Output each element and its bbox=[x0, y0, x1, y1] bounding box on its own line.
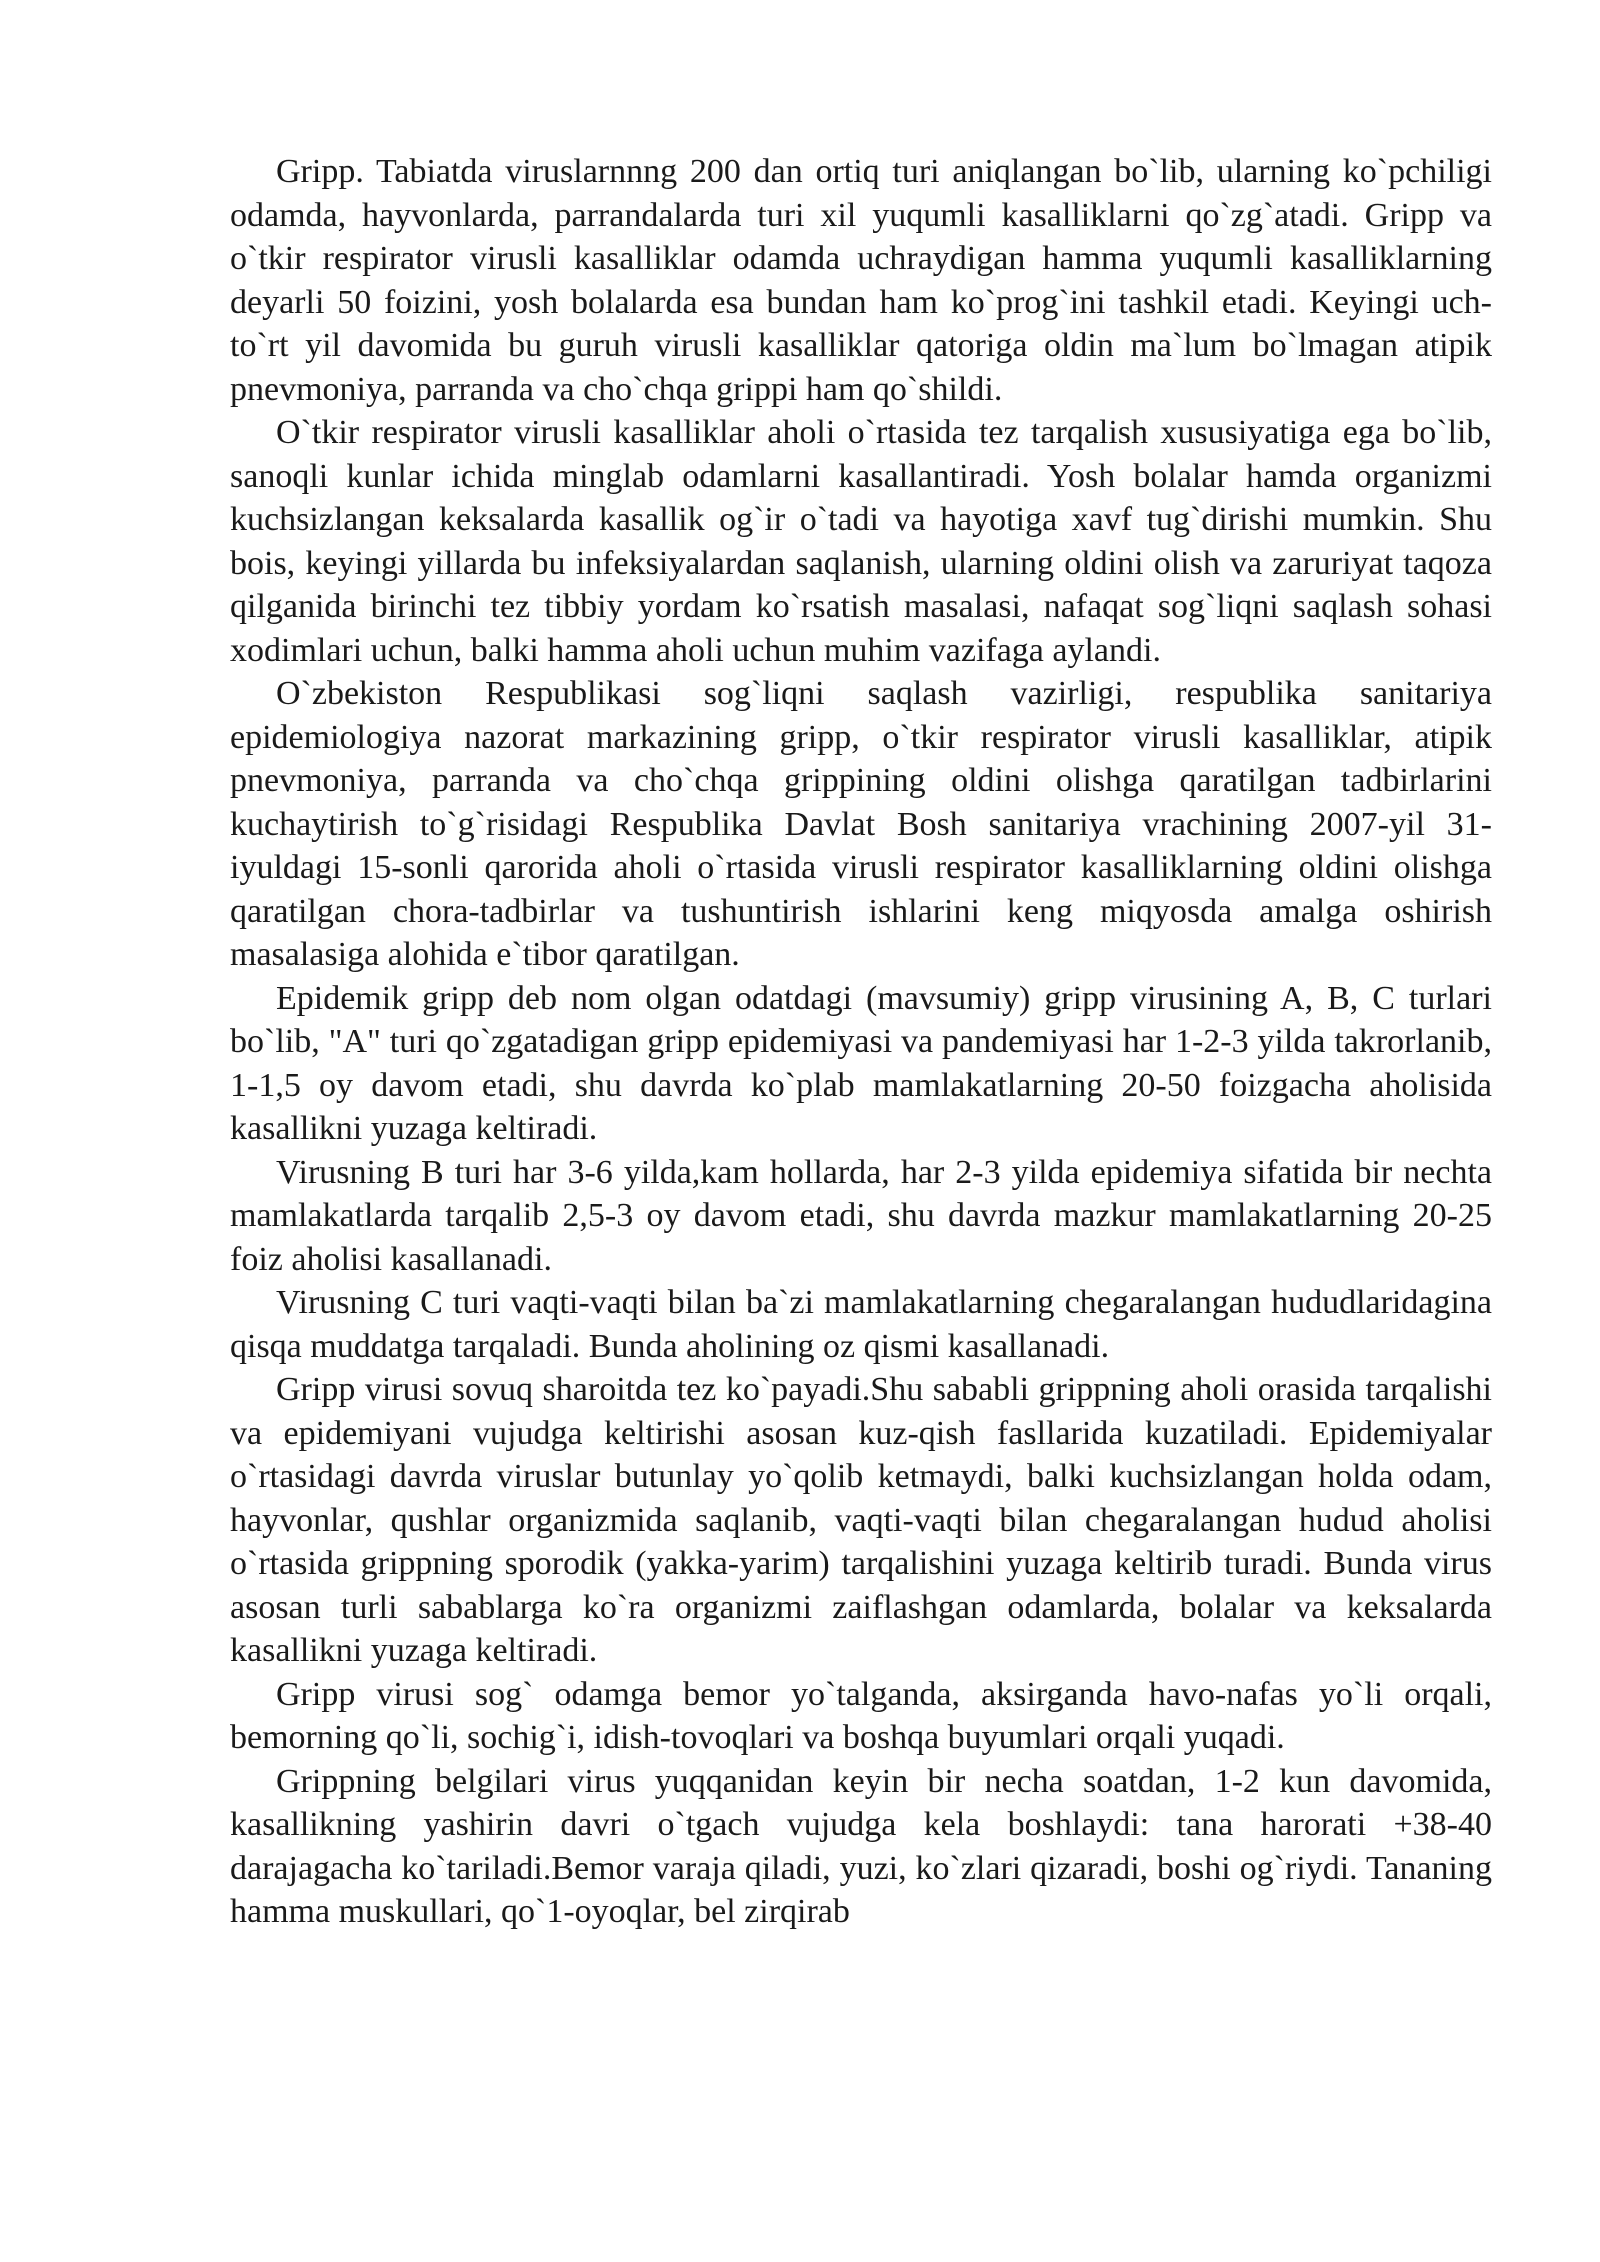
document-page bbox=[230, 150, 1492, 1934]
paragraph-2: O`tkir respirator virusli kasalliklar aholi o`rtasida tez tarqalish xususiyatiga ega bo`lib, sanoqli kunlar ichida minglab odamlarni kasallantiradi. Yosh bolalar hamda organizmi kuchsizlangan keksalarda kasallik og`ir o`tadi va hayotiga xavf tug`dirishi mumkin. Shu bois, keyingi yillarda bu infeksiyalardan saqlanish, ularning oldini olish va zaruriyat taqoza qilganida birinchi tez tibbiy yordam ko`rsatish masalasi, nafaqat sog`liqni saqlash sohasi xodimlari uchun, balki hamma aholi uchun muhim vazifaga aylandi. bbox=[230, 414, 1492, 669]
paragraph-6: Virusning C turi vaqti-vaqti bilan ba`zi mamlakatlarning chegaralangan hududlaridagina qisqa muddatga tarqaladi. Bunda aholining oz qismi kasallanadi. bbox=[230, 1284, 1492, 1365]
paragraph-4: Epidemik gripp deb nom olgan odatdagi (mavsumiy) gripp virusining A, B, C turlari bo`lib, "A" turi qo`zgatadigan gripp epidemiyasi va pandemiyasi har 1-2-3 yilda takrorlanib, 1-1,5 oy davom etadi, shu davrda ko`plab mamlakatlarning 20-50 foizgacha aholisida kasallikni yuzaga keltiradi. bbox=[230, 979, 1492, 1147]
paragraph-5: Virusning B turi har 3-6 yilda,kam hollarda, har 2-3 yilda epidemiya sifatida bir nechta mamlakatlarda tarqalib 2,5-3 oy davom etadi, shu davrda mazkur mamlakatlarning 20-25 foiz aholisi kasallanadi. bbox=[230, 1153, 1492, 1278]
paragraph-1: Gripp. Tabiatda viruslarnnng 200 dan ortiq turi aniqlangan bo`lib, ularning ko`pchiligi odamda, hayvonlarda, parrandalarda turi xil yuqumli kasalliklarni qo`zg`atadi. Gripp va o`tkir respirator virusli kasalliklar odamda uchraydigan hamma yuqumli kasalliklarning deyarli 50 foizini, yosh bolalarda esa bundan ham ko`prog`ini tashkil etadi. Keyingi uch-to`rt yil davomida bu guruh virusli kasalliklar qatoriga oldin ma`lum bo`lmagan atipik pnevmoniya, parranda va cho`chqa grippi ham qo`shildi. bbox=[230, 153, 1492, 408]
paragraph-7: Gripp virusi sovuq sharoitda tez ko`payadi.Shu sababli grippning aholi orasida tarqalishi va epidemiyani vujudga keltirishi asosan kuz-qish fasllarida kuzatiladi. Epidemiyalar o`rtasidagi davrda viruslar butunlay yo`qolib ketmaydi, balki kuchsizlangan holda odam, hayvonlar, qushlar organizmida saqlanib, vaqti-vaqti bilan chegaralangan hudud aholisi o`rtasida grippning sporodik (yakka-yarim) tarqalishini yuzaga keltirib turadi. Bunda virus asosan turli sabablarga ko`ra organizmi zaiflashgan odamlarda, bolalar va keksalarda kasallikni yuzaga keltiradi. bbox=[230, 1371, 1492, 1669]
paragraph-9: Grippning belgilari virus yuqqanidan keyin bir necha soatdan, 1-2 kun davomida, kasallikning yashirin davri o`tgach vujudga kela boshlaydi: tana harorati +38-40 darajagacha ko`tariladi.Bemor varaja qiladi, yuzi, ko`zlari qizaradi, boshi og`riydi. Tananing hamma muskullari, qo`1-oyoqlar, bel zirqirab bbox=[230, 1762, 1492, 1930]
paragraph-3: O`zbekiston Respublikasi sog`liqni saqlash vazirligi, respublika sanitariya epidemiologiya nazorat markazining gripp, o`tkir respirator virusli kasalliklar, atipik pnevmoniya, parranda va cho`chqa grippining oldini olishga qaratilgan tadbirlarini kuchaytirish to`g`risidagi Respublika Davlat Bosh sanitariya vrachining 2007-yil 31-iyuldagi 15-sonli qarorida aholi o`rtasida virusli respirator kasalliklarning oldini olishga qaratilgan chora-tadbirlar va tushuntirish ishlarini keng miqyosda amalga oshirish masalasiga alohida e`tibor qaratilgan. bbox=[230, 675, 1492, 973]
paragraph-8: Gripp virusi sog` odamga bemor yo`talganda, aksirganda havo-nafas yo`li orqali, bemorning qo`li, sochig`i, idish-tovoqlari va boshqa buyumlari orqali yuqadi. bbox=[230, 1675, 1492, 1756]
